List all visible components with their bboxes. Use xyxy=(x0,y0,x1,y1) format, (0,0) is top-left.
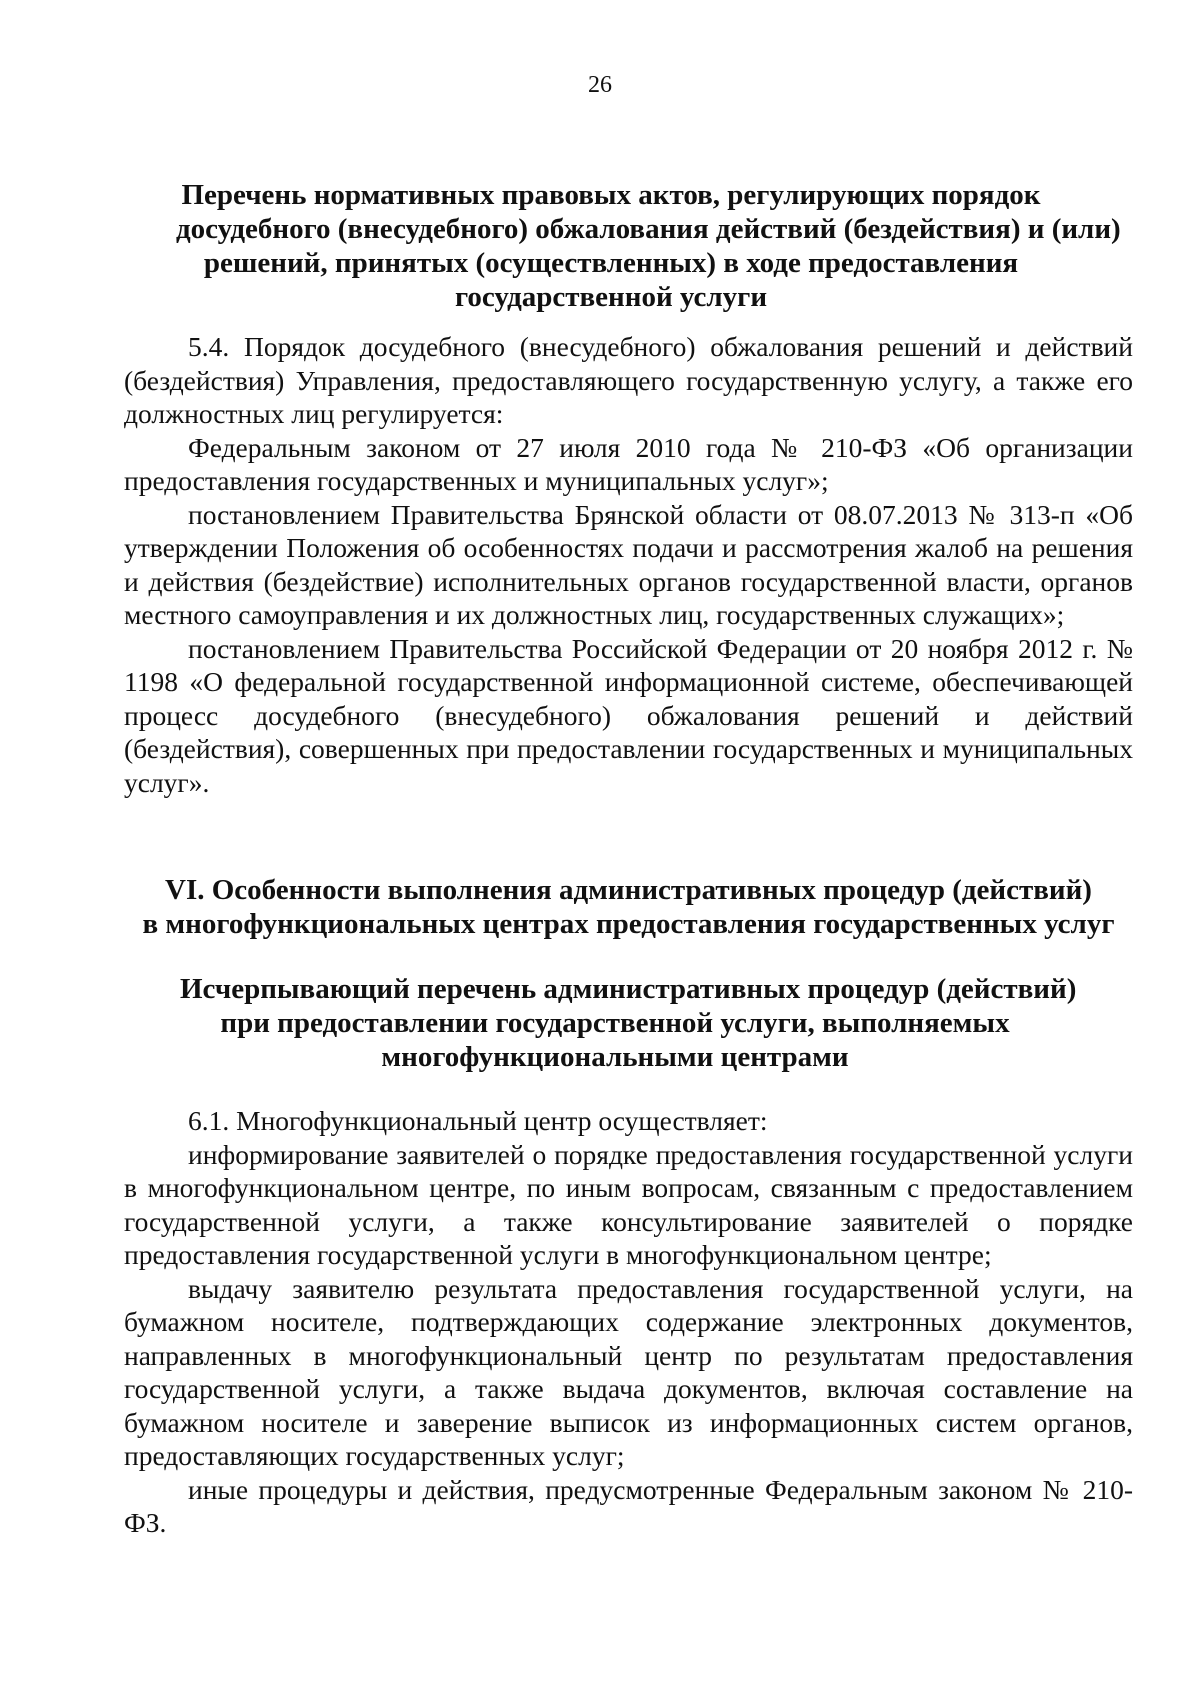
paragraph: Федеральным законом от 27 июля 2010 года № 210-ФЗ «Об организации предоставления государственных и муниципальных услуг»; xyxy=(124,431,1133,496)
heading-line: досудебного (внесудебного) обжалования действий (бездействия) и (или) xyxy=(176,213,1121,245)
heading-line: Перечень нормативных правовых актов, регулирующих порядок xyxy=(181,179,1041,211)
heading-mfc-procedures xyxy=(180,972,1077,1074)
section-5-4-body xyxy=(124,330,1133,799)
heading-line: решений, принятых (осуществленных) в ходе предоставления xyxy=(203,247,1019,279)
page-number: 26 xyxy=(588,72,612,98)
heading-line: при предоставлении государственной услуги, выполняемых xyxy=(220,1007,1010,1039)
heading-line: Исчерпывающий перечень административных процедур (действий) xyxy=(180,973,1077,1005)
paragraph: постановлением Правительства Брянской области от 08.07.2013 № 313-п «Об утверждении Положения об особенностях подачи и рассмотрения жалоб на решения и действия (бездействие) исполнительных органов государственной власти, органов местного самоуправления и их должностных лиц, государственных служащих»; xyxy=(124,498,1133,630)
paragraph: 5.4. Порядок досудебного (внесудебного) обжалования решений и действий (бездействия) Управления, предоставляющего государственную услугу, а также его должностных лиц регулируется: xyxy=(124,331,1133,429)
heading-line: в многофункциональных центрах предоставления государственных услуг xyxy=(142,908,1115,940)
heading-line: VI. Особенности выполнения административных процедур (действий) xyxy=(165,874,1092,906)
heading-line: государственной услуги xyxy=(454,281,768,313)
heading-section-vi xyxy=(124,873,1133,941)
paragraph: постановлением Правительства Российской Федерации от 20 ноября 2012 г. № 1198 «О федеральной государственной информационной системе, обеспечивающей процесс досудебного (внесудебного) обжалования решений и действий (бездействия), совершенных при предоставлении государственных и муниципальных услуг». xyxy=(124,632,1133,798)
heading-line: многофункциональными центрами xyxy=(381,1041,849,1073)
paragraph: информирование заявителей о порядке предоставления государственной услуги в многофункциональном центре, по иным вопросам, связанным с предоставлением государственной услуги, а также консультирование заявителей о порядке предоставления государственной услуги в многофункциональном центре; xyxy=(124,1138,1133,1270)
heading-normative-acts xyxy=(176,178,1121,314)
paragraph: 6.1. Многофункциональный центр осуществляет: xyxy=(188,1105,768,1136)
section-6-1-body xyxy=(124,1104,1133,1540)
paragraph: иные процедуры и действия, предусмотренные Федеральным законом № 210-ФЗ. xyxy=(124,1473,1133,1538)
paragraph: выдачу заявителю результата предоставления государственной услуги, на бумажном носителе, подтверждающих содержание электронных документов, направленных в многофункциональный центр по результатам предоставления государственной услуги, а также выдача документов, включая составление на бумажном носителе и заверение выписок из информационных систем органов, предоставляющих государственных услуг; xyxy=(124,1272,1133,1471)
